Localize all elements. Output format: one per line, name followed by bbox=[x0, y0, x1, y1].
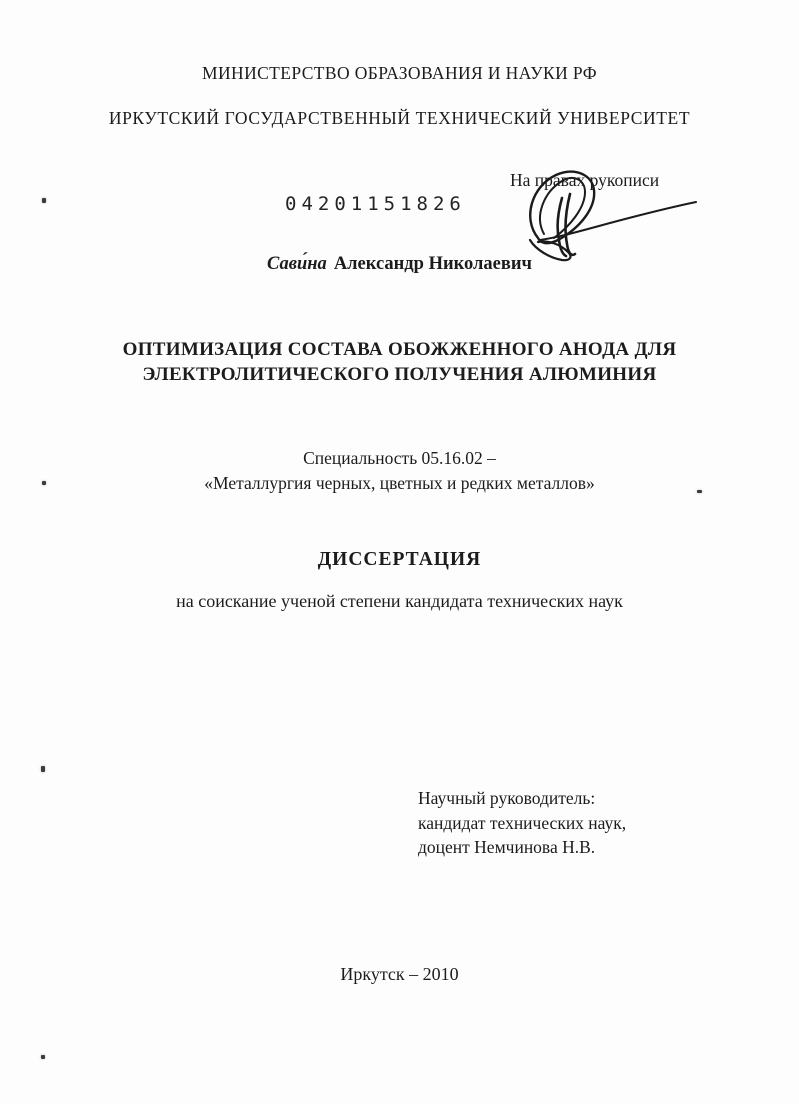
scan-speck bbox=[42, 198, 46, 203]
city-year-line: Иркутск – 2010 bbox=[340, 964, 459, 984]
manuscript-rights-note: На правах рукописи bbox=[510, 170, 660, 190]
degree-pursuit-line: на соискание ученой степени кандидата технических наук bbox=[176, 591, 623, 611]
specialty-block bbox=[0, 446, 799, 495]
supervisor-name: доцент Немчинова Н.В. bbox=[418, 837, 596, 857]
supervisor-block bbox=[418, 786, 626, 860]
author-given-names: Александр Николаевич bbox=[333, 254, 532, 274]
scan-speck bbox=[41, 766, 45, 772]
university-line: ИРКУТСКИЙ ГОСУДАРСТВЕННЫЙ ТЕХНИЧЕСКИЙ УНИВЕРСИТЕТ bbox=[108, 108, 691, 128]
dissertation-title bbox=[0, 337, 799, 387]
ministry-line: МИНИСТЕРСТВО ОБРАЗОВАНИЯ И НАУКИ РФ bbox=[202, 63, 597, 83]
supervisor-label: Научный руководитель: bbox=[418, 788, 596, 808]
author-name bbox=[0, 254, 799, 275]
dissertation-title-line1: ОПТИМИЗАЦИЯ СОСТАВА ОБОЖЖЕННОГО АНОДА ДЛЯ bbox=[122, 339, 677, 360]
supervisor-degree: кандидат технических наук, bbox=[418, 812, 627, 833]
dissertation-title-line2: ЭЛЕКТРОЛИТИЧЕСКОГО ПОЛУЧЕНИЯ АЛЮМИНИЯ bbox=[142, 364, 657, 385]
specialty-name-line: «Металлургия черных, цветных и редких металлов» bbox=[204, 472, 595, 493]
specialty-code-line: Специальность 05.16.02 – bbox=[303, 448, 496, 468]
registration-stamp-number: 04201151826 bbox=[285, 193, 466, 215]
signature-icon bbox=[500, 170, 700, 265]
author-surname: Сави́на bbox=[267, 254, 327, 274]
scan-speck bbox=[41, 1055, 45, 1059]
scan-speck bbox=[697, 490, 702, 493]
document-type-heading: ДИССЕРТАЦИЯ bbox=[317, 549, 482, 570]
scan-speck bbox=[42, 481, 46, 485]
